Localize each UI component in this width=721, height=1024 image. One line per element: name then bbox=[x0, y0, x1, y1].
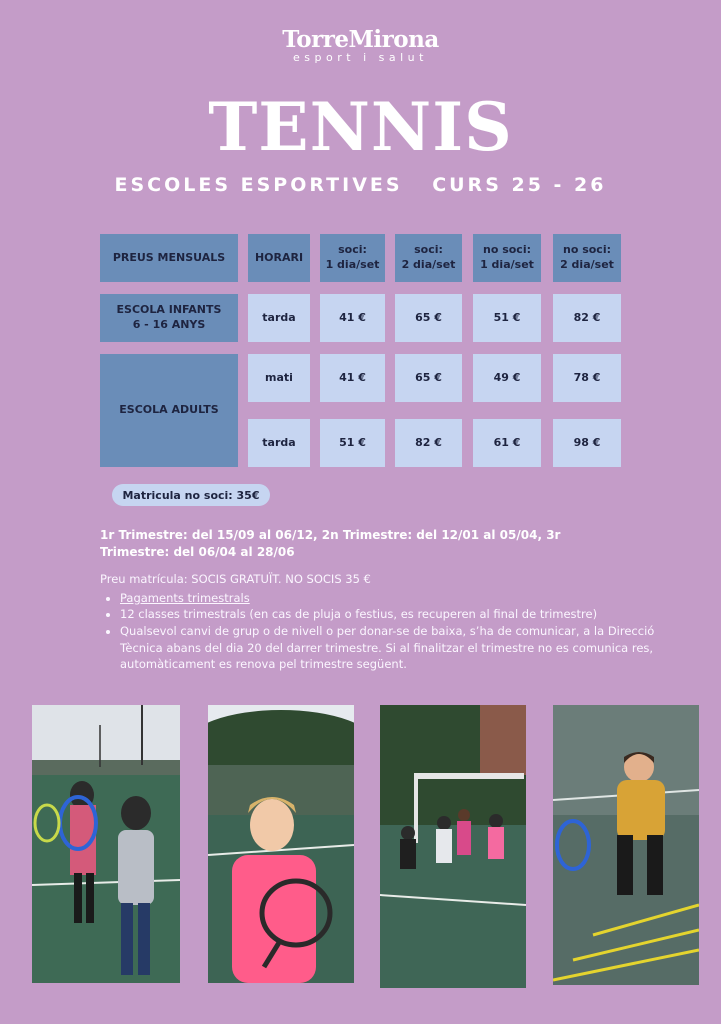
header-label: 1 dia/set bbox=[480, 258, 534, 271]
photo-boy-ladder bbox=[553, 705, 699, 985]
list-item[interactable] bbox=[120, 590, 660, 607]
header-monthly-prices: PREUS MENSUALS bbox=[100, 234, 238, 282]
row-label: 6 - 16 ANYS bbox=[132, 318, 206, 331]
page-subtitle bbox=[0, 174, 721, 196]
subtitle-schools: ESCOLES ESPORTIVES bbox=[114, 174, 403, 196]
header-nonmember-1day bbox=[473, 234, 541, 282]
header-label: no soci: bbox=[562, 243, 611, 257]
row-label: ESCOLA INFANTS bbox=[116, 303, 222, 317]
header-nonmember-2day bbox=[553, 234, 621, 282]
info-list bbox=[100, 590, 660, 673]
price-cell: 41 € bbox=[320, 354, 385, 402]
row-label-adult-school: ESCOLA ADULTS bbox=[100, 354, 238, 467]
schedule-cell: tarda bbox=[248, 419, 310, 467]
price-cell: 78 € bbox=[553, 354, 621, 402]
brand-logo bbox=[0, 26, 721, 64]
photo-kids-group bbox=[32, 705, 180, 983]
price-cell: 51 € bbox=[473, 294, 541, 342]
price-cell: 82 € bbox=[395, 419, 462, 467]
price-cell: 65 € bbox=[395, 294, 462, 342]
header-schedule: HORARI bbox=[248, 234, 310, 282]
brand-tagline: esport i salut bbox=[293, 51, 428, 64]
header-label: 2 dia/set bbox=[401, 258, 456, 271]
photo-kids-drill bbox=[380, 705, 526, 988]
header-label: soci: bbox=[414, 243, 443, 257]
schedule-cell: mati bbox=[248, 354, 310, 402]
header-label: 2 dia/set bbox=[560, 258, 614, 271]
price-cell: 65 € bbox=[395, 354, 462, 402]
price-cell: 51 € bbox=[320, 419, 385, 467]
schedule-cell: tarda bbox=[248, 294, 310, 342]
header-member-2day bbox=[395, 234, 462, 282]
list-item: • Qualsevol canvi de grup o de nivell o per donar-se de baixa, s’ha de comunicar, a la Direcció Tècnica abans del dia 20 del darrer trimestre. Si al finalitzar el trimestre no es comunica res, automàticament es renova pel trimestre següent. bbox=[120, 623, 660, 673]
info-section bbox=[100, 571, 660, 673]
registration-fee-badge: Matricula no soci: 35€ bbox=[112, 484, 270, 506]
price-cell: 82 € bbox=[553, 294, 621, 342]
header-label: soci: bbox=[338, 243, 367, 257]
registration-fee-text: Preu matrícula: SOCIS GRATUÏT. NO SOCIS 35 € bbox=[100, 572, 371, 586]
page-title: TENNIS bbox=[208, 88, 513, 166]
list-item: • 12 classes trimestrals (en cas de pluja o festius, es recuperen al final de trimestre) bbox=[120, 606, 660, 623]
header-member-1day bbox=[320, 234, 385, 282]
payments-link[interactable]: Pagaments trimestrals bbox=[120, 590, 250, 605]
price-cell: 61 € bbox=[473, 419, 541, 467]
header-label: 1 dia/set bbox=[325, 258, 380, 271]
photo-girl-racket bbox=[208, 705, 354, 983]
subtitle-course: CURS 25 - 26 bbox=[432, 174, 607, 196]
trimester-dates: 1r Trimestre: del 15/09 al 06/12, 2n Trimestre: del 12/01 al 05/04, 3r Trimestre: del 06/04 al 28/06 bbox=[100, 528, 561, 559]
price-cell: 41 € bbox=[320, 294, 385, 342]
header-label: no soci: bbox=[482, 243, 531, 257]
price-cell: 98 € bbox=[553, 419, 621, 467]
row-label-kids-school bbox=[100, 294, 238, 342]
brand-name: TorreMirona bbox=[282, 26, 439, 53]
price-cell: 49 € bbox=[473, 354, 541, 402]
